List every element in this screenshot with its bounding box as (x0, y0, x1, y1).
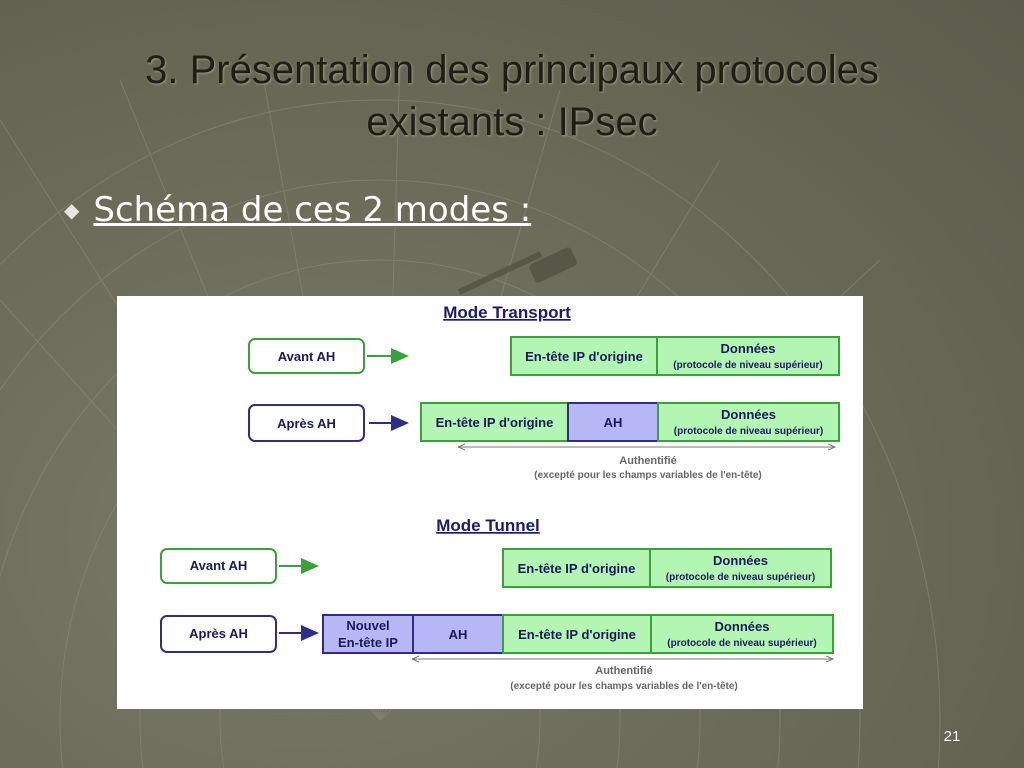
tunnel-before-label: Avant AH (189, 558, 248, 573)
tunnel-auth-sub: (excepté pour les champs variables de l'en-tête) (510, 681, 738, 692)
bullet-text: Schéma de ces 2 modes : (93, 190, 532, 230)
transport-before-ip-header-label: En-tête IP d'origine (525, 349, 643, 364)
transport-auth-sub: (excepté pour les champs variables de l'en-tête) (534, 470, 762, 481)
transport-after-data-label: Données (721, 407, 776, 422)
tunnel-after-data-sub: (protocole de niveau supérieur) (667, 638, 817, 649)
transport-auth-label: Authentifié (619, 455, 677, 467)
ipsec-modes-diagram (117, 296, 863, 709)
slide-title-line-2: existants : IPsec (366, 100, 658, 144)
tunnel-auth-label: Authentifié (595, 665, 653, 677)
tunnel-before-data-label: Données (713, 553, 768, 568)
bullet-item (64, 190, 531, 230)
transport-after-ah-label: AH (603, 415, 623, 430)
tunnel-heading: Mode Tunnel (436, 516, 540, 535)
tunnel-before-ip-header-label: En-tête IP d'origine (517, 561, 636, 576)
page-number: 21 (943, 728, 961, 745)
slide-title-line-1: 3. Présentation des principaux protocoles (145, 48, 879, 92)
tunnel-before-data-sub: (protocole de niveau supérieur) (665, 572, 816, 583)
transport-heading: Mode Transport (443, 303, 571, 322)
transport-after-data-sub: (protocole de niveau supérieur) (673, 426, 824, 437)
tunnel-after-ip-header-label: En-tête IP d'origine (518, 627, 636, 642)
tunnel-after-label: Après AH (189, 626, 248, 641)
diamond-bullet-icon: ◆ (64, 199, 80, 222)
transport-before-data-sub: (protocole de niveau supérieur) (673, 360, 823, 371)
tunnel-after-ah-label: AH (448, 627, 468, 642)
transport-after-ip-header-label: En-tête IP d'origine (435, 415, 554, 430)
transport-before-data-label: Données (720, 341, 776, 356)
slide-title (40, 44, 984, 148)
tunnel-after-new-ip-line2: En-tête IP (338, 635, 398, 650)
transport-after-label: Après AH (277, 416, 336, 431)
tunnel-after-new-ip-line1: Nouvel (346, 618, 390, 633)
tunnel-after-data-label: Données (714, 619, 770, 634)
transport-before-label: Avant AH (277, 349, 336, 364)
diagram-canvas (117, 296, 863, 709)
